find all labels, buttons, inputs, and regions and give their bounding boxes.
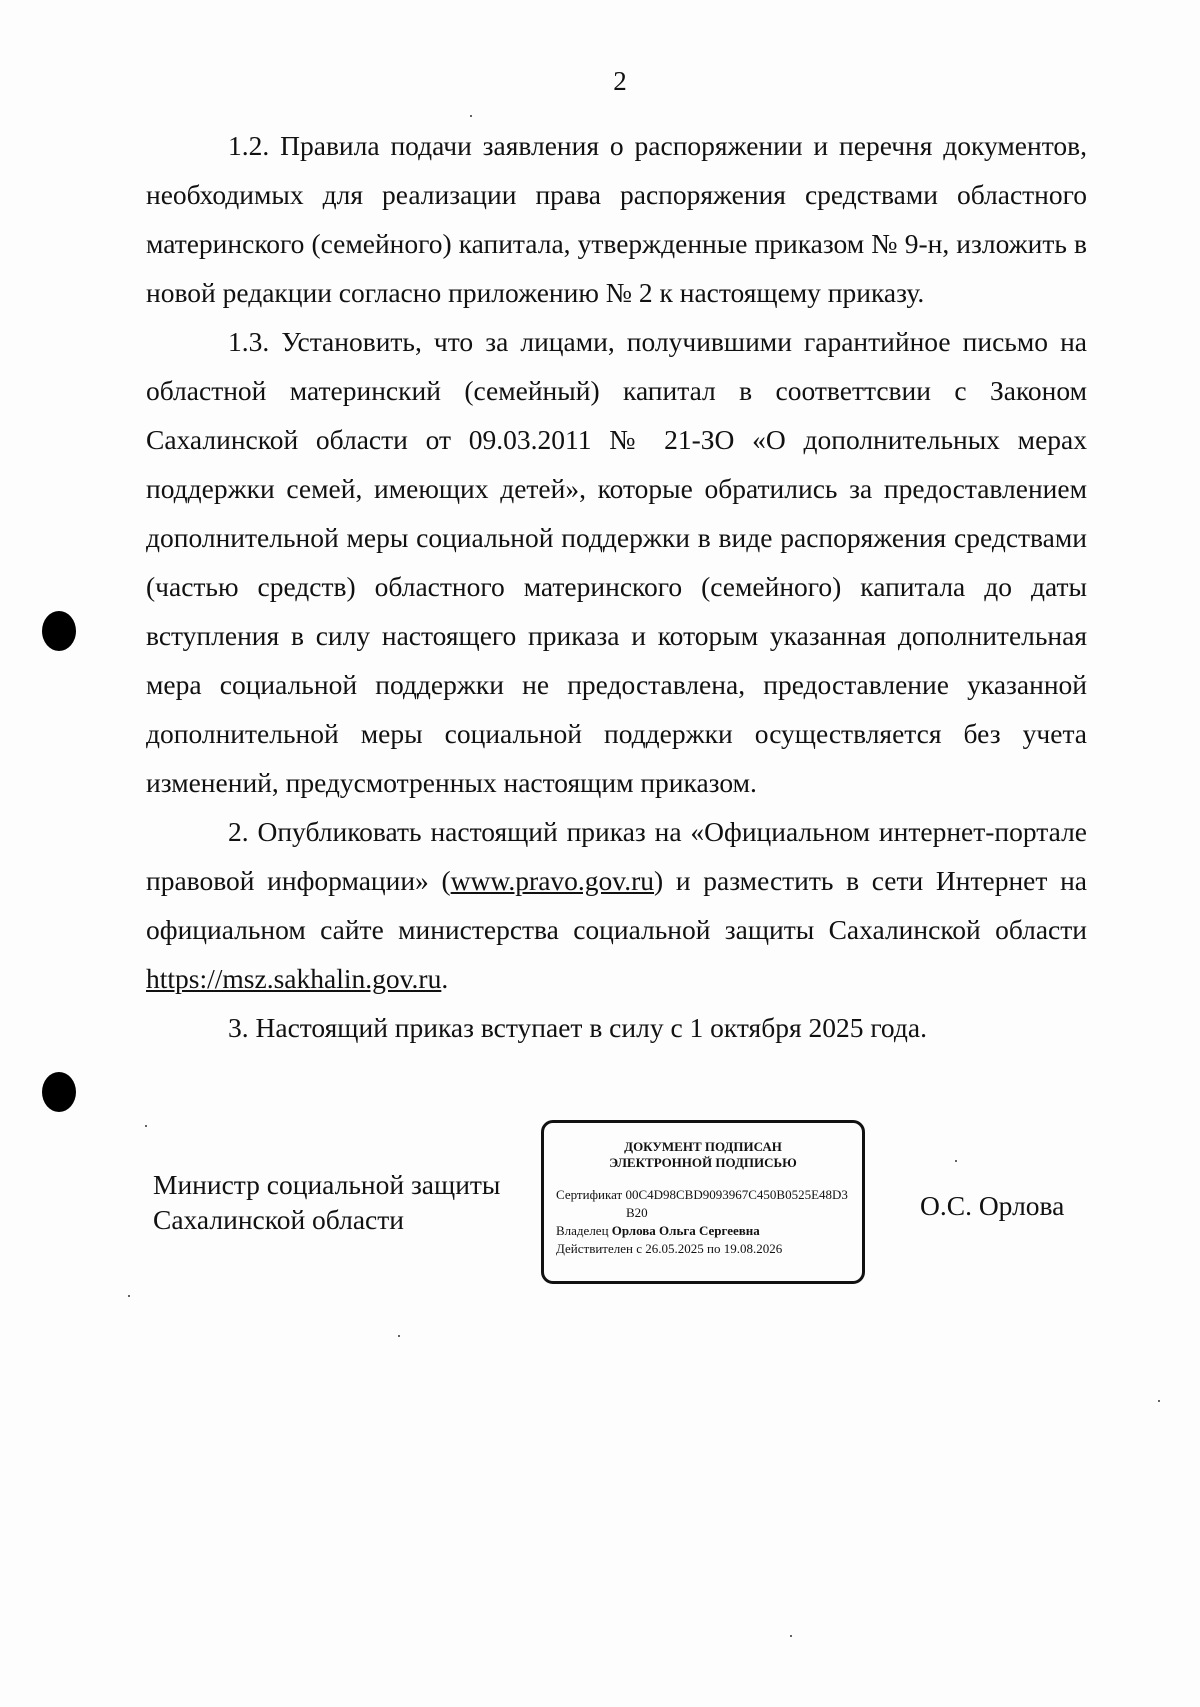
stamp-validity-row: Действителен с 26.05.2025 по 19.08.2026 [556,1241,783,1256]
paragraph-2-part-1: 2. Опубликовать настоящий приказ на «Официальном интернет-портале правовой информации» ( [146,816,1087,896]
signer-name: О.С. Орлова [920,1190,1065,1221]
paragraph-2 [146,807,1087,1003]
paragraph-2-part-2: ) и разместить в сети Интернет на официальном сайте министерства социальной защиты Сахалинской области [146,865,1087,945]
msz-sakhalin-link[interactable]: https://msz.sakhalin.gov.ru [146,963,442,994]
paragraph-2-part-3: . [441,963,449,994]
stamp-certificate-value: 00C4D98CBD9093967C450B0525E48D3 [625,1187,848,1202]
paragraph-1-2: 1.2. Правила подачи заявления о распоряжении и перечня документов, необходимых для реализации права распоряжения средствами областного материнского (семейного) капитала, утвержденные приказом № 9-н, изложить в новой редакции согласно приложению № 2 к настоящему приказу. [146,130,1087,308]
paragraph-3: 3. Настоящий приказ вступает в силу с 1 октября 2025 года. [228,1012,927,1043]
stamp-owner-label: Владелец [556,1223,609,1238]
signer-position [153,1167,500,1237]
signer-position-line-2: Сахалинской области [153,1204,404,1235]
binder-hole-mark [42,611,76,651]
scan-speck [128,1295,130,1297]
stamp-certificate-continuation: B20 [626,1205,648,1220]
stamp-owner-value: Орлова Ольга Сергеевна [611,1223,760,1238]
scan-speck [145,1125,147,1127]
electronic-signature-stamp [541,1120,865,1284]
pravo-gov-link[interactable]: www.pravo.gov.ru [450,865,655,896]
stamp-title-line-1: ДОКУМЕНТ ПОДПИСАН [624,1139,782,1154]
signer-position-line-1: Министр социальной защиты [153,1169,501,1200]
scan-speck [398,1335,400,1337]
paragraph-1-3: 1.3. Установить, что за лицами, получившими гарантийное письмо на областной материнский (семейный) капитал в соответтсвии с Законом Сахалинской области от 09.03.2011 № 21-ЗО «О дополнительных мерах поддержки семей, имеющих детей», которые обратились за предоставлением дополнительной меры социальной поддержки в виде распоряжения средствами (частью средств) областного материнского (семейного) капитала до даты вступления в силу настоящего приказа и которым указанная дополнительная мера социальной поддержки не предоставлена, предоставление указанной дополнительной меры социальной поддержки осуществляется без учета изменений, предусмотренных настоящим приказом. [146,326,1087,798]
scan-speck [955,1160,957,1162]
binder-hole-mark [42,1072,76,1112]
scan-speck [470,115,472,117]
document-body [146,121,1087,1052]
stamp-title-line-2: ЭЛЕКТРОННОЙ ПОДПИСЬЮ [609,1155,797,1170]
stamp-owner-row [556,1223,850,1239]
page-number: 2 [613,66,627,96]
stamp-certificate-label: Сертификат [556,1187,623,1202]
scan-speck [790,1635,792,1637]
stamp-certificate-row [556,1187,850,1203]
scan-speck [1158,1400,1160,1402]
